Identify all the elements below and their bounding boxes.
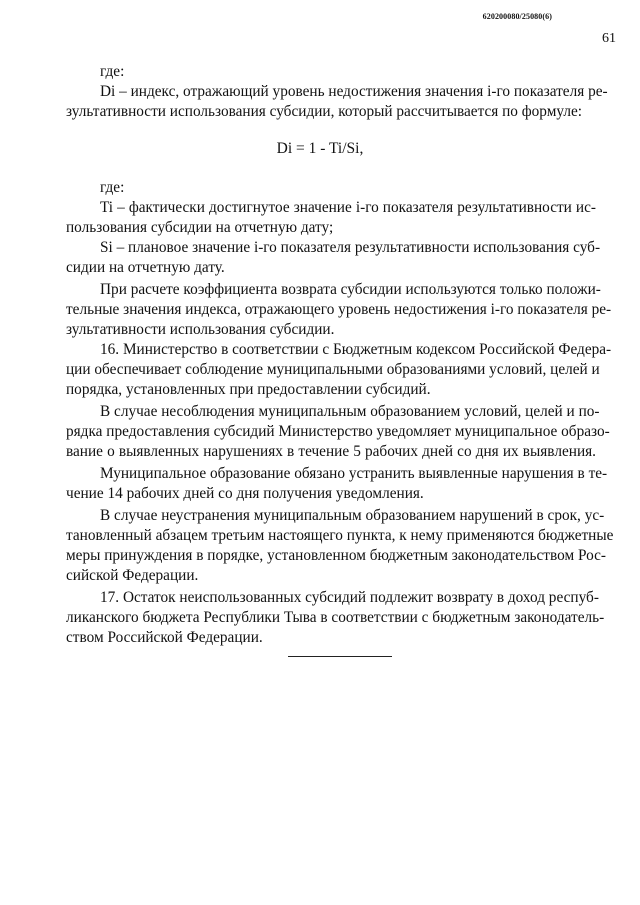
text-line: ции обеспечивает соблюдение муниципальными образованиями условий, целей и	[66, 361, 600, 378]
text-line: Di – индекс, отражающий уровень недостижения значения i-го показателя ре-	[100, 83, 608, 100]
text-line: тановленный абзацем третьим настоящего пункта, к нему применяются бюджетные	[66, 527, 614, 544]
end-divider	[288, 656, 392, 657]
text-line: В случае неустранения муниципальным образованием нарушений в срок, ус-	[100, 507, 605, 524]
text-line: меры принуждения в порядке, установленном бюджетным законодательством Рос-	[66, 547, 607, 564]
text-line: где:	[100, 179, 125, 196]
text-line: вание о выявленных нарушениях в течение 5 рабочих дней со дня их выявления.	[66, 443, 596, 460]
text-line: Муниципальное образование обязано устранить выявленные нарушения в те-	[100, 465, 608, 482]
page-number: 61	[602, 31, 616, 46]
text-line: ликанского бюджета Республики Тыва в соответствии с бюджетным законодатель-	[66, 609, 605, 626]
text-line: сидии на отчетную дату.	[66, 259, 225, 276]
text-line: пользования субсидии на отчетную дату;	[66, 219, 334, 236]
text-line: чение 14 рабочих дней со дня получения уведомления.	[66, 485, 424, 502]
text-line: зультативности использования субсидии, который рассчитывается по формуле:	[66, 103, 583, 120]
text-line: В случае несоблюдения муниципальным образованием условий, целей и по-	[100, 403, 600, 420]
text-line: порядка, установленных при предоставлении субсидий.	[66, 381, 431, 398]
text-line: зультативности использования субсидии.	[66, 321, 335, 338]
text-line: где:	[100, 63, 125, 80]
text-line: Ti – фактически достигнутое значение i-го показателя результативности ис-	[100, 199, 596, 216]
formula: Di = 1 - Ti/Si,	[276, 140, 364, 157]
text-line: тельные значения индекса, отражающего уровень недостижения i-го показателя ре-	[66, 301, 612, 318]
text-line: 16. Министерство в соответствии с Бюджетным кодексом Российской Федера-	[100, 341, 612, 358]
text-line: При расчете коэффициента возврата субсидии используются только положи-	[100, 281, 601, 298]
text-line: рядка предоставления субсидий Министерство уведомляет муниципальное образо-	[66, 423, 610, 440]
text-line: Si – плановое значение i-го показателя результативности использования суб-	[100, 239, 601, 256]
text-line: сийской Федерации.	[66, 567, 199, 584]
text-line: ством Российской Федерации.	[66, 629, 263, 646]
document-code: 620200080/25080(6)	[482, 12, 552, 21]
text-line: 17. Остаток неиспользованных субсидий подлежит возврату в доход респуб-	[100, 589, 599, 606]
